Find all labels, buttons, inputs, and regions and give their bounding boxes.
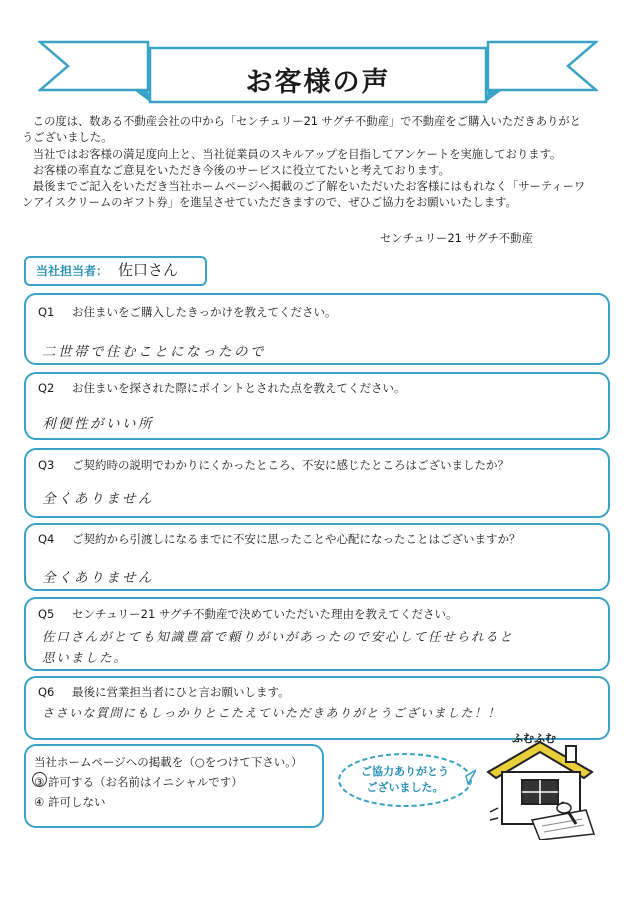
closing-thanks [334,764,476,796]
house-mascot-icon [478,728,608,840]
intro-line-4: 最後までご記入をいただき当社ホームページへ掲載のご了解をいただいたお客様にはもれなく「サーティーワ [32,180,586,194]
publication-heading: 当社ホームページへの掲載を（○をつけて下さい。） [34,755,303,769]
answer-q1-handwritten: 二世帯で住むことになったので [42,344,266,360]
handwritten-circle-mark [32,772,47,787]
question-text: ご契約から引渡しになるまでに不安に思ったことや心配になったことはございますか？ [72,532,521,546]
question-q5 [38,606,457,622]
question-q6 [38,684,290,700]
answer-q4-handwritten: 全くありません [42,570,154,586]
question-text: センチュリー21 サグチ不動産で決めていただいた理由を教えてください。 [72,607,458,621]
staff-label: 当社担当者： [36,264,109,278]
question-q3 [38,457,509,473]
question-number: Q2 [38,381,55,395]
question-text: お住まいをご購入したきっかけを教えてください。 [72,305,337,319]
question-text: お住まいを探された際にポイントとされた点を教えてください。 [72,381,406,395]
closing-line-1: ご協力ありがとう [361,765,449,778]
question-number: Q6 [38,685,55,699]
question-q1 [38,304,337,320]
answer-q2-handwritten: 利便性がいい所 [42,416,154,432]
question-q4 [38,531,521,547]
publication-option-allow[interactable]: ③ 許可する（お名前はイニシャルです） [34,775,243,789]
question-text: ご契約時の説明でわかりにくかったところ、不安に感じたところはございましたか？ [72,458,509,472]
publication-option-deny[interactable]: ④ 許可しない [34,795,106,809]
question-q2 [38,380,406,396]
question-number: Q5 [38,607,55,621]
intro-line-2: 当社ではお客様の満足度向上と、当社従業員のスキルアップを目指してアンケートを実施しております。 [32,147,562,161]
staff-name-handwritten: 佐口さん [118,261,179,279]
question-number: Q4 [38,532,55,546]
closing-line-2: ございました。 [366,781,444,794]
question-text: 最後に営業担当者にひと言お願いします。 [72,685,290,699]
page-title: お客様の声 [245,67,391,98]
mascot-caption: ふむふむ [512,732,556,745]
intro-text [22,114,612,212]
question-number: Q1 [38,305,55,319]
answer-q3-handwritten: 全くありません [42,491,154,507]
answer-q6-handwritten: ささいな質問にもしっかりとこたえていただきありがとうございました！！ [42,706,502,720]
intro-line-1b: うございました。 [22,131,113,145]
intro-line-3: お客様の率直なご意見をいただき今後のサービスに役立てたいと考えております。 [32,163,450,177]
answer-q5-handwritten: 佐口さんがとても知識豊富で頼りがいがあったので安心して任せられると [42,629,514,644]
intro-line-1: この度は、数ある不動産会社の中から「センチュリー21 サグチ不動産」で不動産をご購入いただきありがと [32,115,581,128]
intro-line-4b: ンアイスクリームのギフト券」を進呈させていただきますので、ぜひご協力をお願いいたします。 [22,196,517,210]
answer-q5-handwritten-line2: 思いました。 [42,650,128,665]
question-number: Q3 [38,458,55,472]
company-signature: センチュリー21 サグチ不動産 [380,232,533,245]
